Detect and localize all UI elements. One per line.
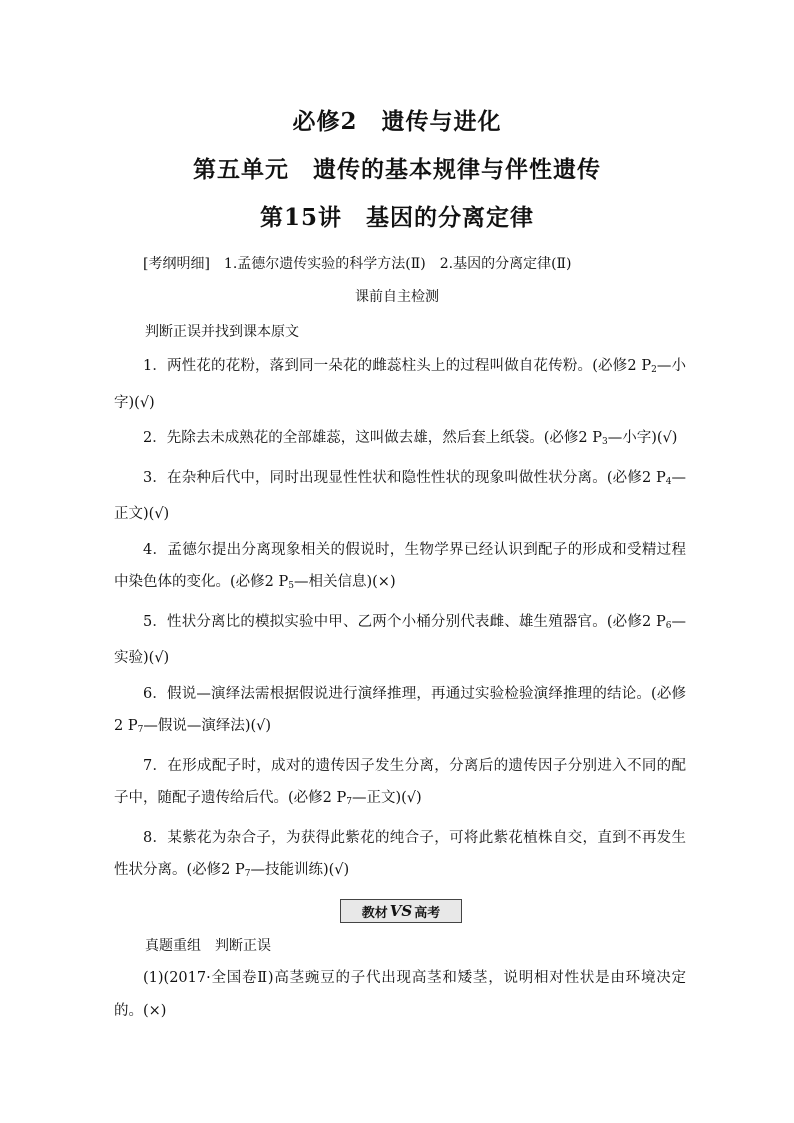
section-subheading: 判断正误并找到课本原文 [145, 324, 299, 340]
book-title: 必修2 遗传与进化 [292, 108, 502, 135]
unit-title: 第五单元 遗传的基本规律与伴性遗传 [193, 156, 601, 183]
exam-question-list [114, 962, 686, 1030]
list-item: 1．两性花的花粉，落到同一朵花的雌蕊柱头上的过程叫做自花传粉。(必修2 $P_2—$小字)(√) [114, 358, 686, 411]
list-item: 3．在杂种后代中，同时出现显性性状和隐性性状的现象叫做性状分离。(必修2 $P_4—$正文)(√) [114, 469, 686, 522]
lecture-title: 第15讲 基因的分离定律 [259, 204, 534, 231]
list-item: 5．性状分离比的模拟实验中甲、乙两个小桶分别代表雌、雄生殖器官。(必修2 $P_6—$实验)(√) [114, 613, 686, 666]
list-item: 4．孟德尔提出分离现象相关的假说时，生物学界已经认识到配子的形成和受精过程中染色体的变化。(必修2 $P_5—$相关信息)(×) [114, 541, 686, 591]
list-item: 2．先除去未成熟花的全部雄蕊，这叫做去雄，然后套上纸袋。(必修2 $P_3—$小字)(√) [143, 430, 678, 447]
vs-icon: VS [389, 902, 413, 920]
section-heading: 课前自主检测 [355, 289, 439, 305]
syllabus-outline: [考纲明细] 1.孟德尔遗传实验的科学方法(Ⅱ) 2.基因的分离定律(Ⅱ) [143, 256, 572, 272]
list-item: 6．假说—演绎法需根据假说进行演绎推理，再通过实验检验演绎推理的结论。(必修2 $P_7—$假说—演绎法)(√) [114, 685, 686, 735]
judgment-list [114, 350, 686, 894]
list-item: 7．在形成配子时，成对的遗传因子发生分离，分离后的遗传因子分别进入不同的配子中，随配子遗传给后代。(必修2 $P_7—$正文)(√) [114, 757, 686, 807]
textbook-vs-exam-badge: 教材 VS 高考 [340, 899, 462, 923]
list-item: 8．某紫花为杂合子，为获得此紫花的纯合子，可将此紫花植株自交，直到不再发生性状分离。(必修2 $P_7—$技能训练)(√) [114, 829, 686, 879]
section-subheading: 真题重组 判断正误 [145, 938, 271, 954]
list-item: (1)(2017·全国卷Ⅱ)高茎豌豆的子代出现高茎和矮茎，说明相对性状是由环境决定的。(×) [114, 970, 686, 1019]
